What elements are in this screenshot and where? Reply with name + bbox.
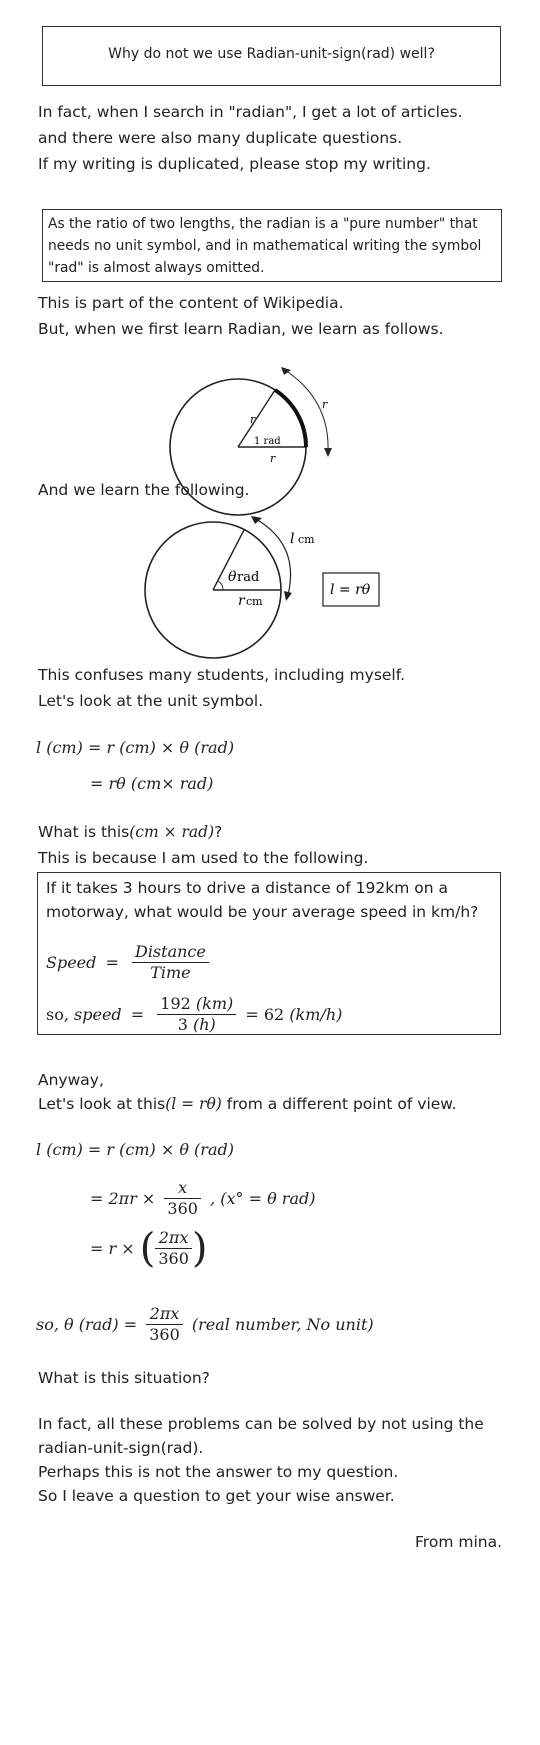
- theta-label: θ: [228, 569, 237, 585]
- eq1-times: ×: [160, 738, 175, 757]
- den-h: (h): [193, 1015, 216, 1034]
- right-paren: ): [191, 1225, 208, 1272]
- eq2-line2-pre: = 2πr ×: [90, 1189, 156, 1208]
- eq1-r: r: [106, 738, 115, 757]
- radian-circle-figure: [150, 360, 350, 530]
- eq1-l: l: [36, 738, 42, 757]
- so-theta-post: (real number, No unit): [191, 1315, 374, 1334]
- speed-word-2: speed: [74, 1005, 122, 1024]
- num-km: (km): [195, 994, 234, 1013]
- intro-line-3: If my writing is duplicated, please stop my writing.: [38, 155, 431, 173]
- arrow-head-bottom-2: [284, 591, 292, 601]
- wiki-note-1: This is part of the content of Wikipedia.: [38, 294, 344, 312]
- speed-word: Speed: [46, 953, 97, 972]
- distance-word: Distance: [132, 942, 209, 963]
- so-word: so,: [46, 1005, 69, 1024]
- used-to: This is because I am used to the following.: [38, 849, 369, 867]
- what-is-this: [38, 820, 222, 844]
- what-is-text: What is this: [38, 823, 130, 841]
- angle-mark: [218, 581, 223, 590]
- r-label-arc: r: [322, 398, 328, 411]
- eq1-eq: =: [87, 738, 102, 757]
- so-theta-frac: [146, 1304, 183, 1345]
- den-3: 3: [177, 1015, 188, 1034]
- learn-following: And we learn the following.: [38, 481, 250, 499]
- x-den: 360: [167, 1199, 198, 1218]
- theta-unit: rad: [237, 570, 260, 585]
- unit-equation-line-2: [90, 774, 213, 793]
- num-192: 192: [160, 994, 191, 1013]
- situation: What is this situation?: [38, 1369, 210, 1387]
- confuses-line-2: Let's look at the unit symbol.: [38, 692, 264, 710]
- formula-text: l = rθ: [330, 582, 371, 598]
- anyway: Anyway,: [38, 1071, 104, 1089]
- one-rad-label: 1 rad: [254, 436, 281, 447]
- look-at-line: [38, 1092, 456, 1116]
- eq1-rad: (rad): [194, 738, 235, 757]
- arrow-head-top-2: [251, 516, 262, 524]
- eq2-line3-pre: = r ×: [90, 1239, 135, 1258]
- quote-line-2: needs no unit symbol, and in mathematical writing the symbol: [48, 238, 482, 254]
- example-line-1: If it takes 3 hours to drive a distance of 192km on a: [46, 879, 448, 897]
- so-theta-den: 360: [149, 1325, 180, 1344]
- twopix-den: 360: [158, 1249, 189, 1268]
- eq1-rtheta: rθ: [108, 774, 126, 793]
- r-label-2: r: [238, 593, 245, 609]
- signature: From mina.: [415, 1533, 502, 1551]
- arrow-head-bottom: [324, 448, 332, 457]
- theta-rad-figure: [140, 515, 400, 680]
- r-label-top: r: [250, 413, 256, 426]
- closing-line-4: So I leave a question to get your wise answer.: [38, 1487, 395, 1505]
- result-unit: (km/h): [289, 1005, 343, 1024]
- eq1-cm1: (cm): [46, 738, 83, 757]
- twopix-over-360: [155, 1228, 192, 1269]
- eq1-cm2: (cm): [119, 738, 156, 757]
- unit-equation-line-1: [36, 738, 234, 757]
- twopix-num: 2πx: [155, 1228, 192, 1249]
- left-paren: (: [139, 1225, 156, 1272]
- distance-over-time: [132, 942, 209, 983]
- l-label: l: [290, 531, 295, 547]
- result-62: = 62: [245, 1005, 285, 1024]
- quote-line-1: As the ratio of two lengths, the radian is a "pure number" that: [48, 216, 478, 232]
- so-theta-num: 2πx: [146, 1304, 183, 1325]
- speed-eq: =: [105, 953, 119, 972]
- confuses-line-1: This confuses many students, including myself.: [38, 666, 405, 684]
- so-theta-pre: so, θ (rad) =: [36, 1315, 138, 1334]
- r-label-bottom: r: [270, 452, 276, 465]
- speed-eq-2: =: [130, 1005, 145, 1024]
- x-num: x: [164, 1178, 201, 1199]
- arrow-head-top: [281, 367, 291, 375]
- what-is-end: ?: [214, 823, 223, 841]
- wiki-note-2: But, when we first learn Radian, we learn as follows.: [38, 320, 444, 338]
- intro-line-1: In fact, when I search in "radian", I get a lot of articles.: [38, 103, 463, 121]
- eq2-line-2: [90, 1178, 315, 1219]
- r-unit-2: cm: [246, 595, 263, 608]
- closing-line-3: Perhaps this is not the answer to my question.: [38, 1463, 399, 1481]
- eq1-units: (cm× rad): [130, 774, 214, 793]
- look-at-post: from a different point of view.: [221, 1095, 457, 1113]
- l-unit: cm: [298, 533, 315, 546]
- km-over-h: [157, 994, 236, 1035]
- intro-line-2: and there were also many duplicate questions.: [38, 129, 403, 147]
- page-title: Why do not we use Radian-unit-sign(rad) well?: [108, 46, 435, 62]
- eq2-line2-post: , (x° = θ rad): [210, 1189, 316, 1208]
- closing-line-2: radian-unit-sign(rad).: [38, 1439, 204, 1457]
- time-word: Time: [150, 963, 191, 982]
- eq2-line-1: l (cm) = r (cm) × θ (rad): [36, 1140, 234, 1159]
- eq1-eq2: =: [90, 774, 104, 793]
- look-at-pre: Let's look at this: [38, 1095, 166, 1113]
- look-at-math: (l = rθ): [165, 1095, 222, 1113]
- speed-formula: [46, 942, 213, 983]
- quote-line-3: "rad" is almost always omitted.: [48, 260, 265, 276]
- closing-line-1: In fact, all these problems can be solved by not using the: [38, 1415, 484, 1433]
- example-line-2: motorway, what would be your average speed in km/h?: [46, 903, 479, 921]
- so-theta-line: [36, 1304, 374, 1345]
- eq2-line-3: [90, 1225, 208, 1272]
- x-over-360: [164, 1178, 201, 1219]
- speed-result: [46, 994, 342, 1035]
- eq1-theta: θ: [179, 738, 190, 757]
- what-is-math: (cm × rad): [129, 823, 215, 841]
